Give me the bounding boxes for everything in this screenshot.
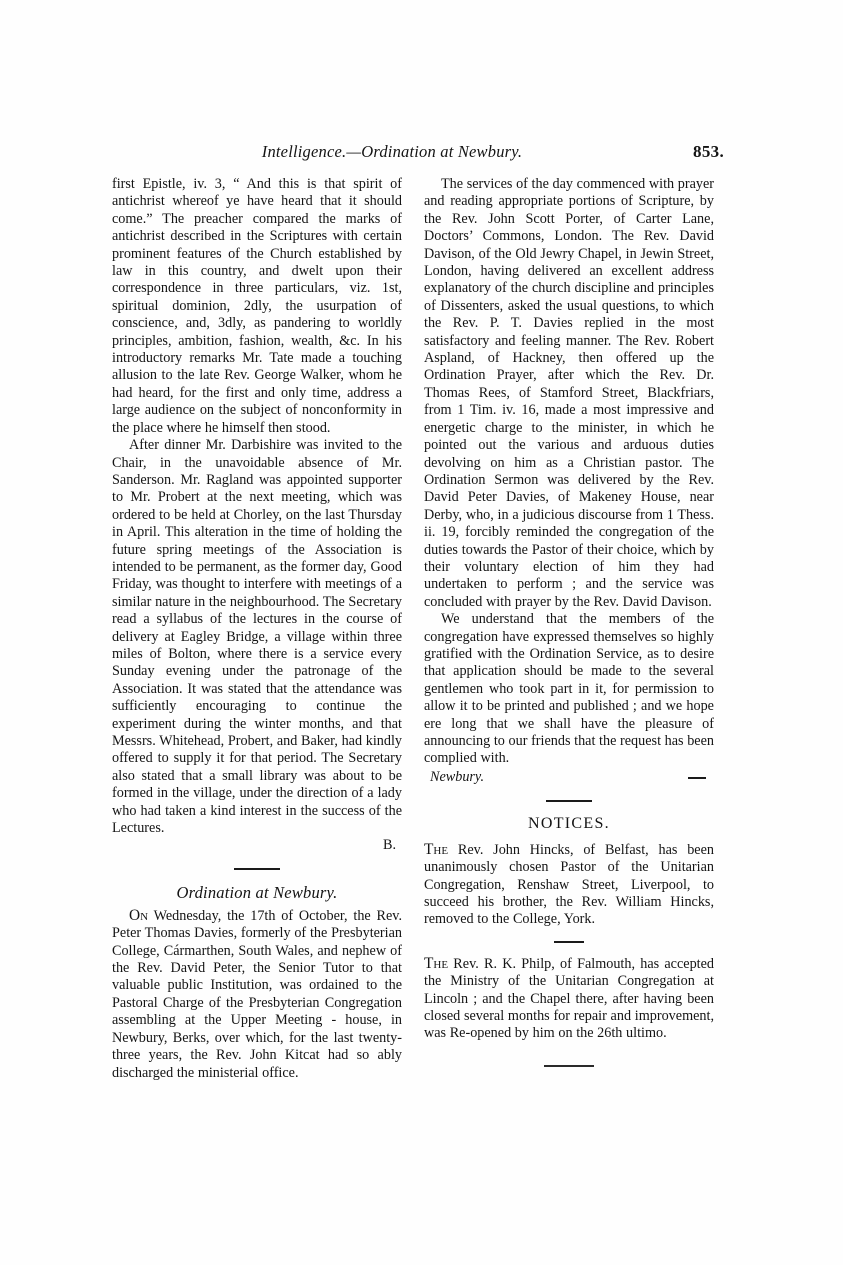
left-column <box>112 176 402 1082</box>
notice-item <box>424 955 714 1043</box>
page-number: 853. <box>693 142 724 161</box>
paragraph: After dinner Mr. Darbishire was invited to the Chair, in the unavoidable absence of Mr. Sanderson. Mr. Ragland was appointed supporter to Mr. Probert at the next meeting, which was ordered to be held at Chorley, on the last Thursday in April. This alteration in the time of holding the future spring meetings of the Association is intended to be permanent, as the former day, Good Friday, was thought to interfere with meetings of a similar nature in the neighbourhood. The Secretary read a syllabus of the lectures in the course of delivery at Eagley Bridge, a village within three miles of Bolton, where there is a service every Sunday evening under the patronage of the Association. It was stated that the attendance was sufficiently encouraging to continue the experiment during the winter months, and that Messrs. Whitehead, Probert, and Baker, had kindly offered to supply it for that period. The Secretary also stated that a small library was about to be formed in the village, under the direction of a lady who had taken a kind interest in the success of the Lectures. <box>112 437 402 837</box>
notice-divider-rule <box>554 941 584 943</box>
section-heading-notices: NOTICES. <box>528 814 610 832</box>
closing-rule <box>544 1065 594 1067</box>
running-head <box>112 142 732 168</box>
body-columns <box>112 176 734 1136</box>
paragraph: We understand that the members of the congregation have expressed themselves so highly gratified with the Ordination Service, as to desire that application should be made to the several gentlemen who took part in it, for permission to allow it to be printed and published ; and we hope ere long that we shall have the pleasure of announcing to our friends that the request has been complied with. <box>424 611 714 767</box>
dateline: Newbury. <box>430 768 484 785</box>
section-divider-rule <box>234 868 280 870</box>
running-head-title: Intelligence.—Ordination at Newbury. <box>261 142 523 161</box>
paragraph: The services of the day commenced with prayer and reading appropriate portions of Scripture, by the Rev. John Scott Porter, of Carter Lane, Doctors’ Commons, London. The Rev. David Davison, of the Old Jewry Chapel, in Jewin Street, London, having delivered an excellent address explanatory of the church discipline and principles of Dissenters, asked the usual questions, to which the Rev. P. T. Davies replied in the most satisfactory and feeling manner. The Rev. Robert Aspland, of Hackney, then offered up the Ordination Prayer, after which the Rev. Dr. Thomas Rees, of Stamford Street, Blackfriars, from 1 Tim. iv. 16, made a most impressive and energetic charge to the minister, in which he pointed out the various and arduous duties devolving on him as a Christian pastor. The Ordination Sermon was delivered by the Rev. David Peter Davies, of Makeney House, near Derby, who, in a judicious discourse from 1 Thess. ii. 19, forcibly reminded the congregation of the duties towards the Pastor of their choice, which by their voluntary election of him they had undertaken to perform ; and the service was concluded with prayer by the Rev. David Davison. <box>424 176 714 610</box>
section-heading-ordination-at-newbury: Ordination at Newbury. <box>176 882 338 902</box>
notice-opening-word: The <box>424 954 449 972</box>
paragraph-opening-word: On <box>129 906 149 924</box>
paragraph-text: Wednesday, the 17th of October, the Rev. Peter Thomas Davies, formerly of the Presbyterian College, Cármarthen, South Wales, and nephew of the Rev. David Peter, the Senior Tutor to that valuable public Institution, was ordained to the Pastoral Charge of the Presbyterian Congregation assembling at the Upper Meeting - house, in Newbury, Berks, over which, for the last twenty-three years, the Rev. John Kitcat had so ably discharged the ministerial office. <box>112 907 402 1081</box>
article-signature: B. <box>382 837 396 854</box>
notice-opening-word: The <box>424 840 449 858</box>
margin-dash-rule <box>688 777 706 779</box>
right-column <box>424 176 714 1067</box>
paragraph <box>112 907 402 1082</box>
notice-text: Rev. John Hincks, of Belfast, has been unanimously chosen Pastor of the Unitarian Congregation, Renshaw Street, Liverpool, to succeed his brother, the Rev. William Hincks, removed to the College, York. <box>424 841 714 928</box>
section-divider-rule <box>546 800 592 802</box>
paragraph: first Epistle, iv. 3, “ And this is that spirit of antichrist whereof ye have heard that it should come.” The preacher compared the marks of antichrist described in the Scriptures with certain prominent features of the Church established by law in this country, and dwelt upon their correspondence in three particulars, viz. 1st, spiritual dominion, 2dly, the usurpation of conscience, and, 3dly, as pandering to worldly principles, ambition, fashion, wealth, &c. In his introductory remarks Mr. Tate made a touching allusion to the late Rev. George Walker, whom he had heard, for the first and only time, address a large audience on the subject of nonconformity in the place where he himself then stood. <box>112 176 402 436</box>
notice-text: Rev. R. K. Philp, of Falmouth, has accepted the Ministry of the Unitarian Congregation at Lincoln ; and the Chapel there, after having been closed several months for repair and improvement, was Re-opened by him on the 26th ultimo. <box>424 955 714 1042</box>
notice-item <box>424 841 714 929</box>
